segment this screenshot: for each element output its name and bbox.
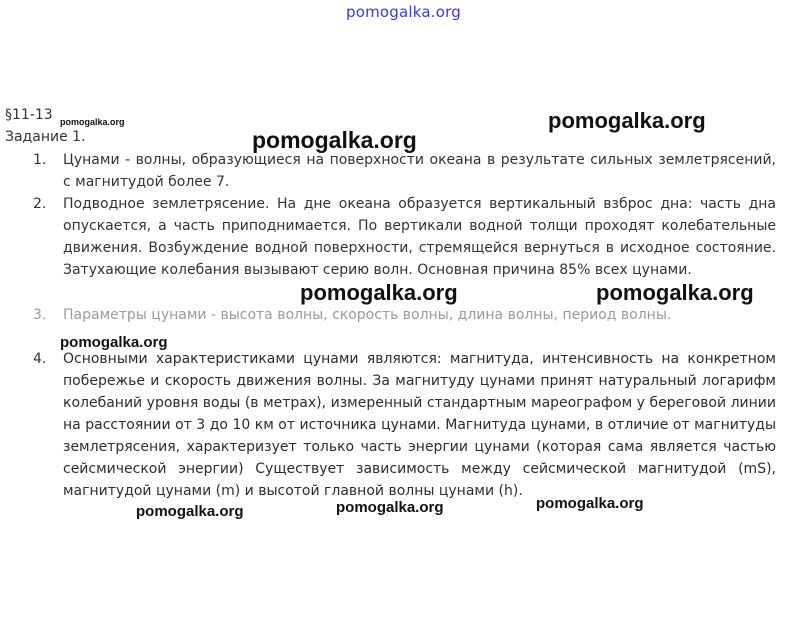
- watermark: pomogalka.org: [536, 495, 644, 512]
- watermark: pomogalka.org: [136, 503, 244, 520]
- list-item-text: Параметры цунами - высота волны, скорость волны, длина волны, период волны.: [63, 307, 672, 323]
- watermark: pomogalka.org: [300, 280, 458, 305]
- watermark-top-link: pomogalka.org: [346, 3, 461, 21]
- task-heading: Задание 1.: [5, 129, 86, 145]
- section-heading: §11-13: [5, 107, 53, 123]
- list-item-number: 3.: [33, 307, 47, 323]
- watermark: pomogalka.org: [60, 334, 168, 351]
- list-item-text: Цунами - волны, образующиеся на поверхности океана в результате сильных землетрясений, с магнитудой более 7.: [63, 152, 776, 190]
- list-item-text: Основными характеристиками цунами являются: магнитуда, интенсивность на конкретном побережье и скорость движения волны. За магнитуду цунами принят натуральный логарифм колебаний уровня воды (в метрах), измеренный стандартным мареографом у береговой линии на расстоянии от 3 до 10 км от источника цунами. Магнитуда цунами, в отличие от магнитуды землетрясения, характеризует только часть энергии цунами (которая сама является частью сейсмической энергии) Существует зависимость между сейсмической магнитудой (mS), магнитудой цунами (m) и высотой главной волны цунами (h).: [63, 351, 776, 499]
- watermark: pomogalka.org: [252, 127, 417, 153]
- watermark: pomogalka.org: [596, 280, 754, 305]
- list-item-number: 1.: [33, 152, 47, 168]
- list-item-text: Подводное землетрясение. На дне океана образуется вертикальный взброс дна: часть дна опускается, а часть приподнимается. По вертикали водной толщи проходят колебательные движения. Возбуждение водной поверхности, стремящейся вернуться в исходное состояние. Затухающие колебания вызывают серию волн. Основная причина 85% всех цунами.: [63, 196, 776, 278]
- watermark: pomogalka.org: [60, 117, 125, 127]
- watermark: pomogalka.org: [548, 108, 706, 133]
- list-item-number: 4.: [33, 351, 47, 367]
- watermark: pomogalka.org: [336, 499, 444, 516]
- list-item-number: 2.: [33, 196, 47, 212]
